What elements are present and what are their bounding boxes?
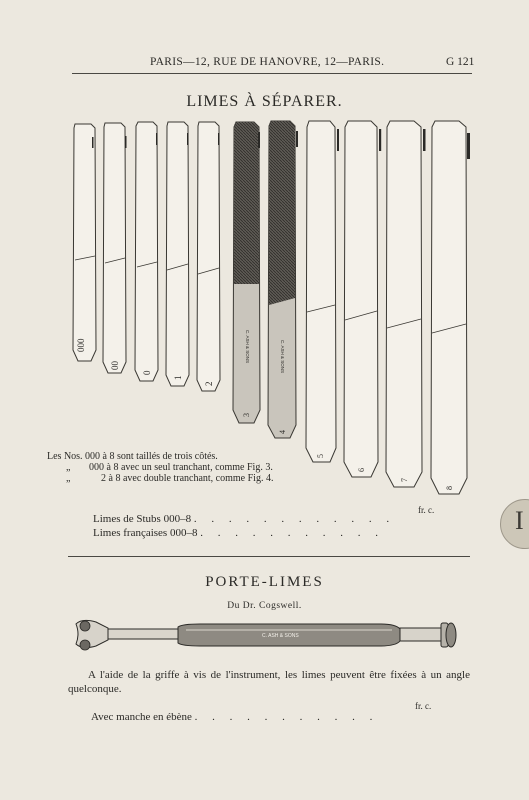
leader-dots: . . . . . . . . . . . .: [193, 513, 396, 525]
note-line-2: 000 à 8 avec un seul tranchant, comme Fig. 3.: [89, 462, 273, 473]
currency-header-2: fr. c.: [415, 701, 432, 711]
section-title-limes: LIMES À SÉPARER.: [186, 93, 343, 110]
maker-mark-file-3: C. ASH & SONS: [245, 330, 250, 364]
price-item-ebene: [91, 711, 378, 723]
file-label-0: 0: [142, 370, 152, 375]
price-item-stubs-label: Limes de Stubs 000–8: [93, 513, 192, 525]
section-title-porte-limes: PORTE-LIMES: [205, 574, 324, 590]
price-item-ebene-label: Avec manche en ébène: [91, 711, 192, 723]
file-label-5: 5: [316, 454, 325, 458]
price-item-francaises-label: Limes françaises 000–8: [93, 527, 198, 539]
leader-dots: . . . . . . . . . . .: [200, 527, 384, 539]
file-label-1: 1: [173, 375, 183, 380]
ditto-mark-2: „: [66, 473, 71, 484]
section-subtitle: Du Dr. Cogswell.: [227, 601, 302, 611]
page-number: G 121: [446, 56, 475, 68]
file-label-8: 8: [445, 486, 454, 490]
note-line-3: 2 à 8 avec double tranchant, comme Fig. 4.: [101, 473, 274, 484]
file-label-000: 000: [76, 338, 86, 352]
file-label-6: 6: [357, 468, 366, 472]
file-label-7: 7: [400, 478, 409, 482]
maker-mark-file-4: C. ASH & SONS: [280, 340, 285, 374]
note-line-1: Les Nos. 000 à 8 sont taillés de trois côtés.: [47, 451, 218, 462]
file-label-3: 3: [242, 413, 251, 417]
file-label-4: 4: [278, 430, 287, 434]
ditto-mark-1: „: [66, 462, 71, 473]
description-paragraph: A l'aide de la griffe à vis de l'instrument, les limes peuvent être fixées à un angle quelconque.: [68, 669, 470, 695]
currency-header-1: fr. c.: [418, 505, 435, 515]
file-label-00: 00: [110, 361, 120, 370]
handle-maker-mark: C. ASH & SONS: [262, 633, 299, 639]
header-address: PARIS—12, RUE DE HANOVRE, 12—PARIS.: [150, 56, 385, 68]
leader-dots: . . . . . . . . . . .: [194, 711, 379, 723]
thumb-index-letter: I: [515, 506, 524, 535]
file-label-2: 2: [204, 381, 214, 386]
